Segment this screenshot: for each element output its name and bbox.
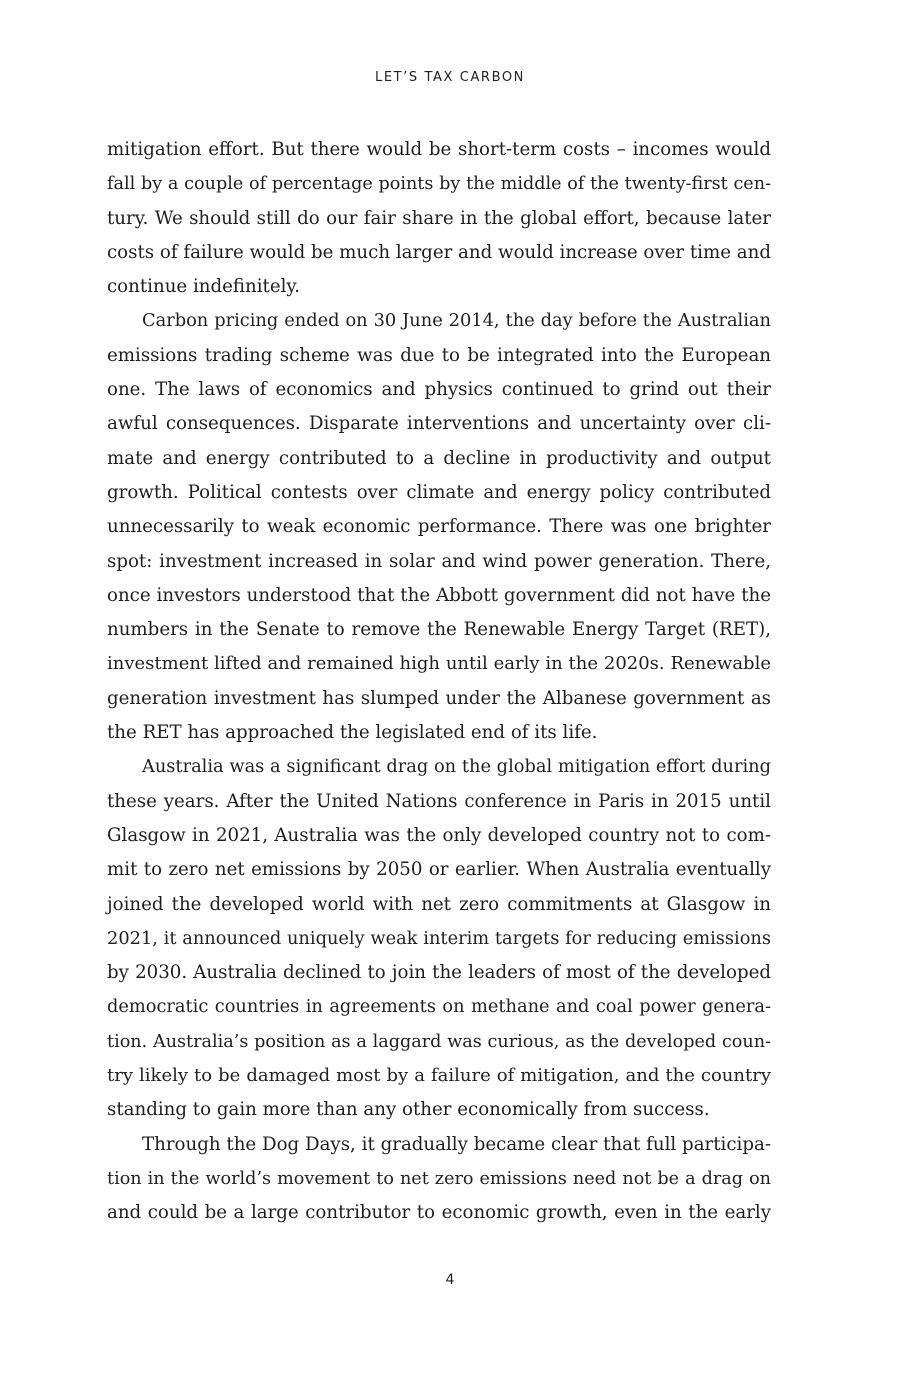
text-line: mit to zero net emissions by 2050 or earlier. When Australia eventually: [107, 859, 771, 881]
text-line: tion. Australia’s position as a laggard was curious, as the developed coun-: [107, 1031, 771, 1052]
text-line: spot: investment increased in solar and wind power generation. There,: [107, 550, 771, 572]
text-line: emissions trading scheme was due to be integrated into the European: [107, 344, 771, 366]
text-line: mate and energy contributed to a decline in productivity and output: [107, 447, 771, 469]
text-line: Australia was a significant drag on the global mitigation effort during: [142, 756, 771, 778]
text-line: awful consequences. Disparate interventions and uncertainty over cli-: [107, 413, 771, 435]
text-line: unnecessarily to weak economic performance. There was one brighter: [107, 516, 771, 538]
text-line: tury. We should still do our fair share in the global effort, because later: [107, 207, 771, 229]
text-line: tion in the world’s movement to net zero emissions need not be a drag on: [107, 1168, 771, 1189]
text-line: 2021, it announced uniquely weak interim targets for reducing emissions: [107, 927, 771, 949]
text-line: generation investment has slumped under the Albanese government as: [107, 687, 771, 709]
running-head: LET’S TAX CARBON: [374, 70, 526, 85]
text-line: once investors understood that the Abbott government did not have the: [107, 584, 771, 606]
page-number: 4: [445, 1272, 455, 1288]
text-line: Glasgow in 2021, Australia was the only developed country not to com-: [107, 824, 771, 846]
text-line: fall by a couple of percentage points by the middle of the twenty-first cen-: [107, 174, 771, 195]
text-line: these years. After the United Nations conference in Paris in 2015 until: [107, 790, 771, 812]
text-line: continue indefinitely.: [107, 276, 301, 298]
text-line: and could be a large contributor to economic growth, even in the early: [107, 1202, 771, 1224]
text-line: try likely to be damaged most by a failure of mitigation, and the country: [107, 1065, 771, 1087]
text-line: joined the developed world with net zero commitments at Glasgow in: [107, 893, 771, 915]
text-line: one. The laws of economics and physics continued to grind out their: [107, 379, 771, 401]
text-line: Through the Dog Days, it gradually became clear that full participa-: [142, 1133, 771, 1155]
paragraph-1: [107, 133, 771, 304]
text-line: democratic countries in agreements on methane and coal power genera-: [107, 996, 771, 1018]
text-line: costs of failure would be much larger and would increase over time and: [107, 241, 771, 263]
text-line: Carbon pricing ended on 30 June 2014, the day before the Australian: [142, 310, 771, 332]
text-line: mitigation effort. But there would be short-term costs – incomes would: [107, 139, 771, 160]
text-line: standing to gain more than any other economically from success.: [107, 1099, 710, 1121]
paragraph-4: [107, 1128, 771, 1231]
paragraph-2: [107, 304, 771, 750]
text-line: investment lifted and remained high until early in the 2020s. Renewable: [107, 653, 771, 675]
text-line: the RET has approached the legislated end of its life.: [107, 722, 598, 744]
text-line: by 2030. Australia declined to join the leaders of most of the developed: [107, 962, 771, 984]
body-text: [107, 133, 771, 1231]
text-line: numbers in the Senate to remove the Renewable Energy Target (RET),: [107, 619, 771, 641]
paragraph-3: [107, 750, 771, 1127]
text-line: growth. Political contests over climate and energy policy contributed: [107, 481, 771, 503]
